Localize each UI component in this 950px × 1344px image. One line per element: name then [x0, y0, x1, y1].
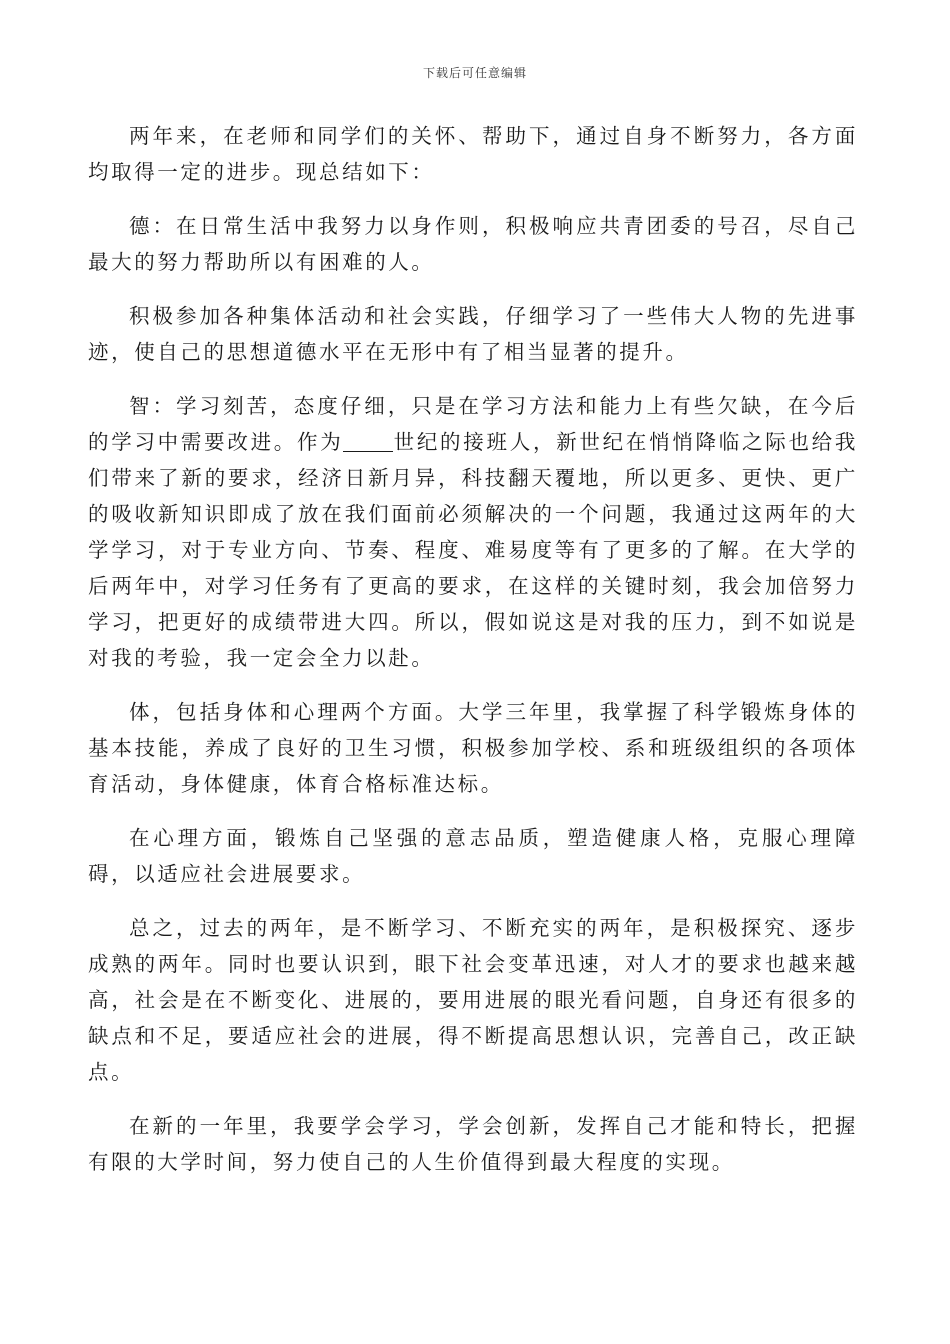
paragraph-physical: 体，包括身体和心理两个方面。大学三年里，我掌握了科学锻炼身体的基本技能，养成了良好的卫生习惯，积极参加学校、系和班级组织的各项体育活动，身体健康，体育合格标准达标。 — [88, 700, 858, 796]
fill-in-blank — [343, 431, 393, 453]
paragraph-morality: 德：在日常生活中我努力以身作则，积极响应共青团委的号召，尽自己最大的努力帮助所以有困难的人。 — [88, 214, 858, 274]
paragraph-summary: 总之，过去的两年，是不断学习、不断充实的两年，是积极探究、逐步成熟的两年。同时也要认识到，眼下社会变革迅速，对人才的要求也越来越高，社会是在不断变化、进展的，要用进展的眼光看问题，自身还有很多的缺点和不足，要适应社会的进展，得不断提高思想认识，完善自己，改正缺点。 — [88, 916, 858, 1084]
paragraph-psychology: 在心理方面，锻炼自己坚强的意志品质，塑造健康人格，克服心理障碍，以适应社会进展要求。 — [88, 826, 858, 886]
document-body — [88, 118, 858, 1198]
paragraph-intro: 两年来，在老师和同学们的关怀、帮助下，通过自身不断努力，各方面均取得一定的进步。现总结如下： — [88, 124, 858, 184]
paragraph-new-year: 在新的一年里，我要学会学习，学会创新，发挥自己才能和特长，把握有限的大学时间，努力使自己的人生价值得到最大程度的实现。 — [88, 1114, 858, 1174]
paragraph-intellect-part2: 世纪的接班人，新世纪在悄悄降临之际也给我们带来了新的要求，经济日新月异，科技翻天覆地，所以更多、更快、更广的吸收新知识即成了放在我们面前必须解决的一个问题，我通过这两年的大学学习，对于专业方向、节奏、程度、难易度等有了更多的了解。在大学的后两年中，对学习任务有了更高的要求，在这样的关键时刻，我会加倍努力学习，把更好的成绩带进大四。所以，假如说这是对我的压力，到不如说是对我的考验，我一定会全力以赴。 — [88, 430, 858, 670]
paragraph-intellect-part1: 智：学习刻苦，态度仔细，只是在学习方法和能力上有些欠缺，在今后的学习中需要改进。作为 — [88, 394, 858, 454]
paragraph-intellect — [88, 388, 858, 676]
paragraph-activities: 积极参加各种集体活动和社会实践，仔细学习了一些伟大人物的先进事迹，使自己的思想道德水平在无形中有了相当显著的提升。 — [88, 304, 858, 364]
page-header: 下载后可任意编辑 — [422, 66, 527, 80]
